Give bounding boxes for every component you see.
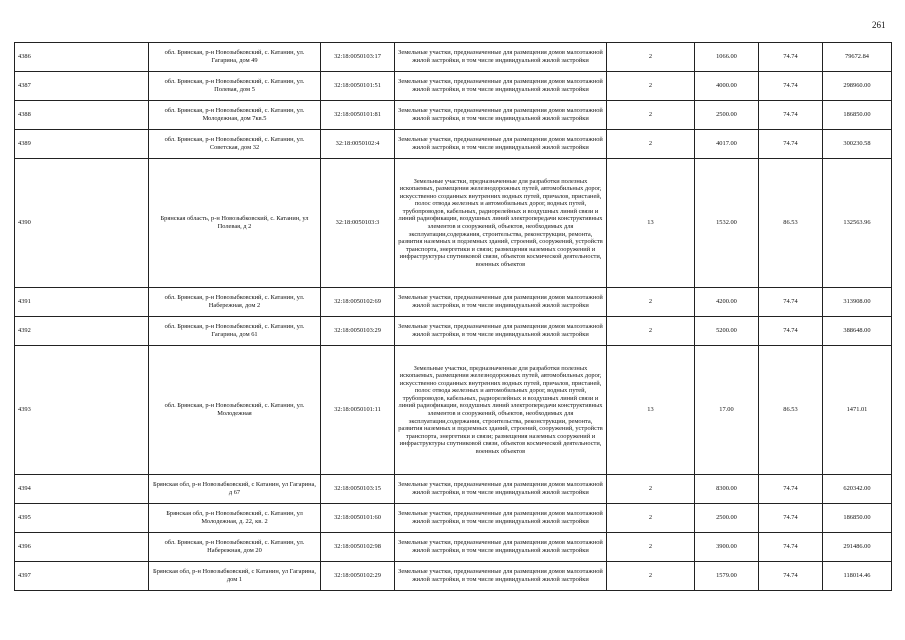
- area-cell: 1532.00: [695, 159, 759, 288]
- address-cell: обл. Брянская, р-н Новозыбковский, с. Катанин, ул. Гагарина, дом 61: [149, 317, 321, 346]
- table-row: [15, 130, 892, 159]
- row-number: 4389: [15, 130, 149, 159]
- address-cell: Брянская обл, р-н Новозыбковский, с Катанин, ул Гагарина, д 67: [149, 475, 321, 504]
- table-row: [15, 72, 892, 101]
- cadastral-number-cell: 32:18:0050103:29: [321, 317, 395, 346]
- row-number: 4387: [15, 72, 149, 101]
- specific-value-cell: 74.74: [759, 504, 823, 533]
- cadastral-number-cell: 32:18:0050103:3: [321, 159, 395, 288]
- cadastral-number-cell: 32:18:0050101:60: [321, 504, 395, 533]
- use-group-cell: 2: [607, 72, 695, 101]
- specific-value-cell: 74.74: [759, 533, 823, 562]
- cadastral-number-cell: 32:18:0050102:69: [321, 288, 395, 317]
- area-cell: 2500.00: [695, 101, 759, 130]
- specific-value-cell: 74.74: [759, 562, 823, 591]
- specific-value-cell: 74.74: [759, 43, 823, 72]
- land-use-cell: Земельные участки, предназначенные для размещения домов малоэтажной жилой застройки, в том числе индивидуальной жилой застройки: [395, 317, 607, 346]
- address-cell: обл. Брянская, р-н Новозыбковский, с. Катанин, ул. Гагарина, дом 49: [149, 43, 321, 72]
- table-row: [15, 562, 892, 591]
- row-number: 4395: [15, 504, 149, 533]
- land-use-cell: Земельные участки, предназначенные для размещения домов малоэтажной жилой застройки, в том числе индивидуальной жилой застройки: [395, 101, 607, 130]
- area-cell: 5200.00: [695, 317, 759, 346]
- table-row: [15, 288, 892, 317]
- land-use-cell: Земельные участки, предназначенные для размещения домов малоэтажной жилой застройки, в том числе индивидуальной жилой застройки: [395, 475, 607, 504]
- address-cell: Брянская обл, р-н Новозыбковский, с. Катанин, ул Молодежная, д. 22, кв. 2: [149, 504, 321, 533]
- use-group-cell: 2: [607, 101, 695, 130]
- cadastral-number-cell: 32:18:0050102:29: [321, 562, 395, 591]
- cadastral-value-cell: 291486.00: [823, 533, 892, 562]
- use-group-cell: 2: [607, 475, 695, 504]
- land-use-cell: Земельные участки, предназначенные для разработки полезных ископаемых, размещения железнодорожных путей, автомобильных дорог, искусственно созданных внутренних водных путей, причалов, пристаней, полос отвода железных и автомобильных дорог, водных путей, трубопроводов, кабельных, радиорелейных и воздушных линий связи и линий радиофикации, воздушных линий электропередачи конструктивных элементов и сооружений, объектов, необходимых для эксплуатации,содержания, строительства, реконструкции, ремонта, развития наземных и подземных зданий, строений, сооружений, устройств транспорта, энергетики и связи; размещения наземных сооружений и инфраструктуры спутниковой связи, объектов космической деятельности, военных объектов: [395, 346, 607, 475]
- address-cell: обл. Брянская, р-н Новозыбковский, с. Катанин, ул. Молодежная: [149, 346, 321, 475]
- table-row: [15, 101, 892, 130]
- specific-value-cell: 74.74: [759, 101, 823, 130]
- specific-value-cell: 86.53: [759, 159, 823, 288]
- land-use-cell: Земельные участки, предназначенные для размещения домов малоэтажной жилой застройки, в том числе индивидуальной жилой застройки: [395, 562, 607, 591]
- address-cell: обл. Брянская, р-н Новозыбковский, с. Катанин, ул. Молодежная, дом 7кв.5: [149, 101, 321, 130]
- address-cell: обл. Брянская, р-н Новозыбковский, с. Катанин, ул. Набережная, дом 2: [149, 288, 321, 317]
- use-group-cell: 13: [607, 346, 695, 475]
- use-group-cell: 2: [607, 130, 695, 159]
- land-registry-table: [14, 42, 892, 591]
- cadastral-number-cell: 32:18:0050103:17: [321, 43, 395, 72]
- area-cell: 4200.00: [695, 288, 759, 317]
- cadastral-number-cell: 32:18:0050102:98: [321, 533, 395, 562]
- area-cell: 4000.00: [695, 72, 759, 101]
- row-number: 4388: [15, 101, 149, 130]
- row-number: 4392: [15, 317, 149, 346]
- specific-value-cell: 74.74: [759, 317, 823, 346]
- table-row: [15, 533, 892, 562]
- land-use-cell: Земельные участки, предназначенные для размещения домов малоэтажной жилой застройки, в том числе индивидуальной жилой застройки: [395, 130, 607, 159]
- cadastral-value-cell: 388648.00: [823, 317, 892, 346]
- area-cell: 1066.00: [695, 43, 759, 72]
- land-use-cell: Земельные участки, предназначенные для размещения домов малоэтажной жилой застройки, в том числе индивидуальной жилой застройки: [395, 72, 607, 101]
- row-number: 4393: [15, 346, 149, 475]
- use-group-cell: 2: [607, 43, 695, 72]
- cadastral-value-cell: 118014.46: [823, 562, 892, 591]
- cadastral-value-cell: 1471.01: [823, 346, 892, 475]
- use-group-cell: 2: [607, 562, 695, 591]
- cadastral-number-cell: 32:18:0050101:11: [321, 346, 395, 475]
- row-number: 4396: [15, 533, 149, 562]
- specific-value-cell: 74.74: [759, 72, 823, 101]
- cadastral-number-cell: 32:18:0050103:15: [321, 475, 395, 504]
- specific-value-cell: 74.74: [759, 130, 823, 159]
- cadastral-value-cell: 298960.00: [823, 72, 892, 101]
- cadastral-number-cell: 32:18:0050101:81: [321, 101, 395, 130]
- cadastral-value-cell: 132563.96: [823, 159, 892, 288]
- table-row: [15, 159, 892, 288]
- use-group-cell: 2: [607, 504, 695, 533]
- cadastral-value-cell: 186850.00: [823, 101, 892, 130]
- table-row: [15, 317, 892, 346]
- land-use-cell: Земельные участки, предназначенные для размещения домов малоэтажной жилой застройки, в том числе индивидуальной жилой застройки: [395, 504, 607, 533]
- land-use-cell: Земельные участки, предназначенные для разработки полезных ископаемых, размещения железнодорожных путей, автомобильных дорог, искусственно созданных внутренних водных путей, причалов, пристаней, полос отвода железных и автомобильных дорог, водных путей, трубопроводов, кабельных, радиорелейных и воздушных линий связи и линий радиофикации, воздушных линий электропередачи конструктивных элементов и сооружений, объектов, необходимых для эксплуатации,содержания, строительства, реконструкции, ремонта, развития наземных и подземных зданий, строений, сооружений, устройств транспорта, энергетики и связи; размещения наземных сооружений и инфраструктуры спутниковой связи, объектов космической деятельности, военных объектов: [395, 159, 607, 288]
- address-cell: Брянская обл, р-н Новозыбковский, с Катанин, ул Гагарина, дом 1: [149, 562, 321, 591]
- specific-value-cell: 74.74: [759, 475, 823, 504]
- area-cell: 3900.00: [695, 533, 759, 562]
- area-cell: 1579.00: [695, 562, 759, 591]
- specific-value-cell: 86.53: [759, 346, 823, 475]
- page-number: 261: [872, 20, 886, 30]
- address-cell: обл. Брянская, р-н Новозыбковский, с. Катанин, ул. Набережная, дом 20: [149, 533, 321, 562]
- row-number: 4397: [15, 562, 149, 591]
- cadastral-number-cell: 32:18:0050102:4: [321, 130, 395, 159]
- area-cell: 4017.00: [695, 130, 759, 159]
- cadastral-value-cell: 313908.00: [823, 288, 892, 317]
- table-row: [15, 475, 892, 504]
- use-group-cell: 13: [607, 159, 695, 288]
- cadastral-value-cell: 620342.00: [823, 475, 892, 504]
- cadastral-value-cell: 300230.58: [823, 130, 892, 159]
- row-number: 4390: [15, 159, 149, 288]
- land-use-cell: Земельные участки, предназначенные для размещения домов малоэтажной жилой застройки, в том числе индивидуальной жилой застройки: [395, 533, 607, 562]
- specific-value-cell: 74.74: [759, 288, 823, 317]
- use-group-cell: 2: [607, 317, 695, 346]
- address-cell: обл. Брянская, р-н Новозыбковский, с. Катанин, ул. Советская, дом 32: [149, 130, 321, 159]
- use-group-cell: 2: [607, 533, 695, 562]
- row-number: 4391: [15, 288, 149, 317]
- cadastral-number-cell: 32:18:0050101:51: [321, 72, 395, 101]
- cadastral-value-cell: 79672.84: [823, 43, 892, 72]
- row-number: 4394: [15, 475, 149, 504]
- table-row: [15, 346, 892, 475]
- address-cell: Брянская область, р-н Новозыбковский, с. Катанин, ул Полевая, д 2: [149, 159, 321, 288]
- use-group-cell: 2: [607, 288, 695, 317]
- address-cell: обл. Брянская, р-н Новозыбковский, с. Катанин, ул. Полевая, дом 5: [149, 72, 321, 101]
- area-cell: 2500.00: [695, 504, 759, 533]
- area-cell: 17.00: [695, 346, 759, 475]
- cadastral-value-cell: 186850.00: [823, 504, 892, 533]
- table-row: [15, 43, 892, 72]
- area-cell: 8300.00: [695, 475, 759, 504]
- land-use-cell: Земельные участки, предназначенные для размещения домов малоэтажной жилой застройки, в том числе индивидуальной жилой застройки: [395, 288, 607, 317]
- land-use-cell: Земельные участки, предназначенные для размещения домов малоэтажной жилой застройки, в том числе индивидуальной жилой застройки: [395, 43, 607, 72]
- table-row: [15, 504, 892, 533]
- row-number: 4386: [15, 43, 149, 72]
